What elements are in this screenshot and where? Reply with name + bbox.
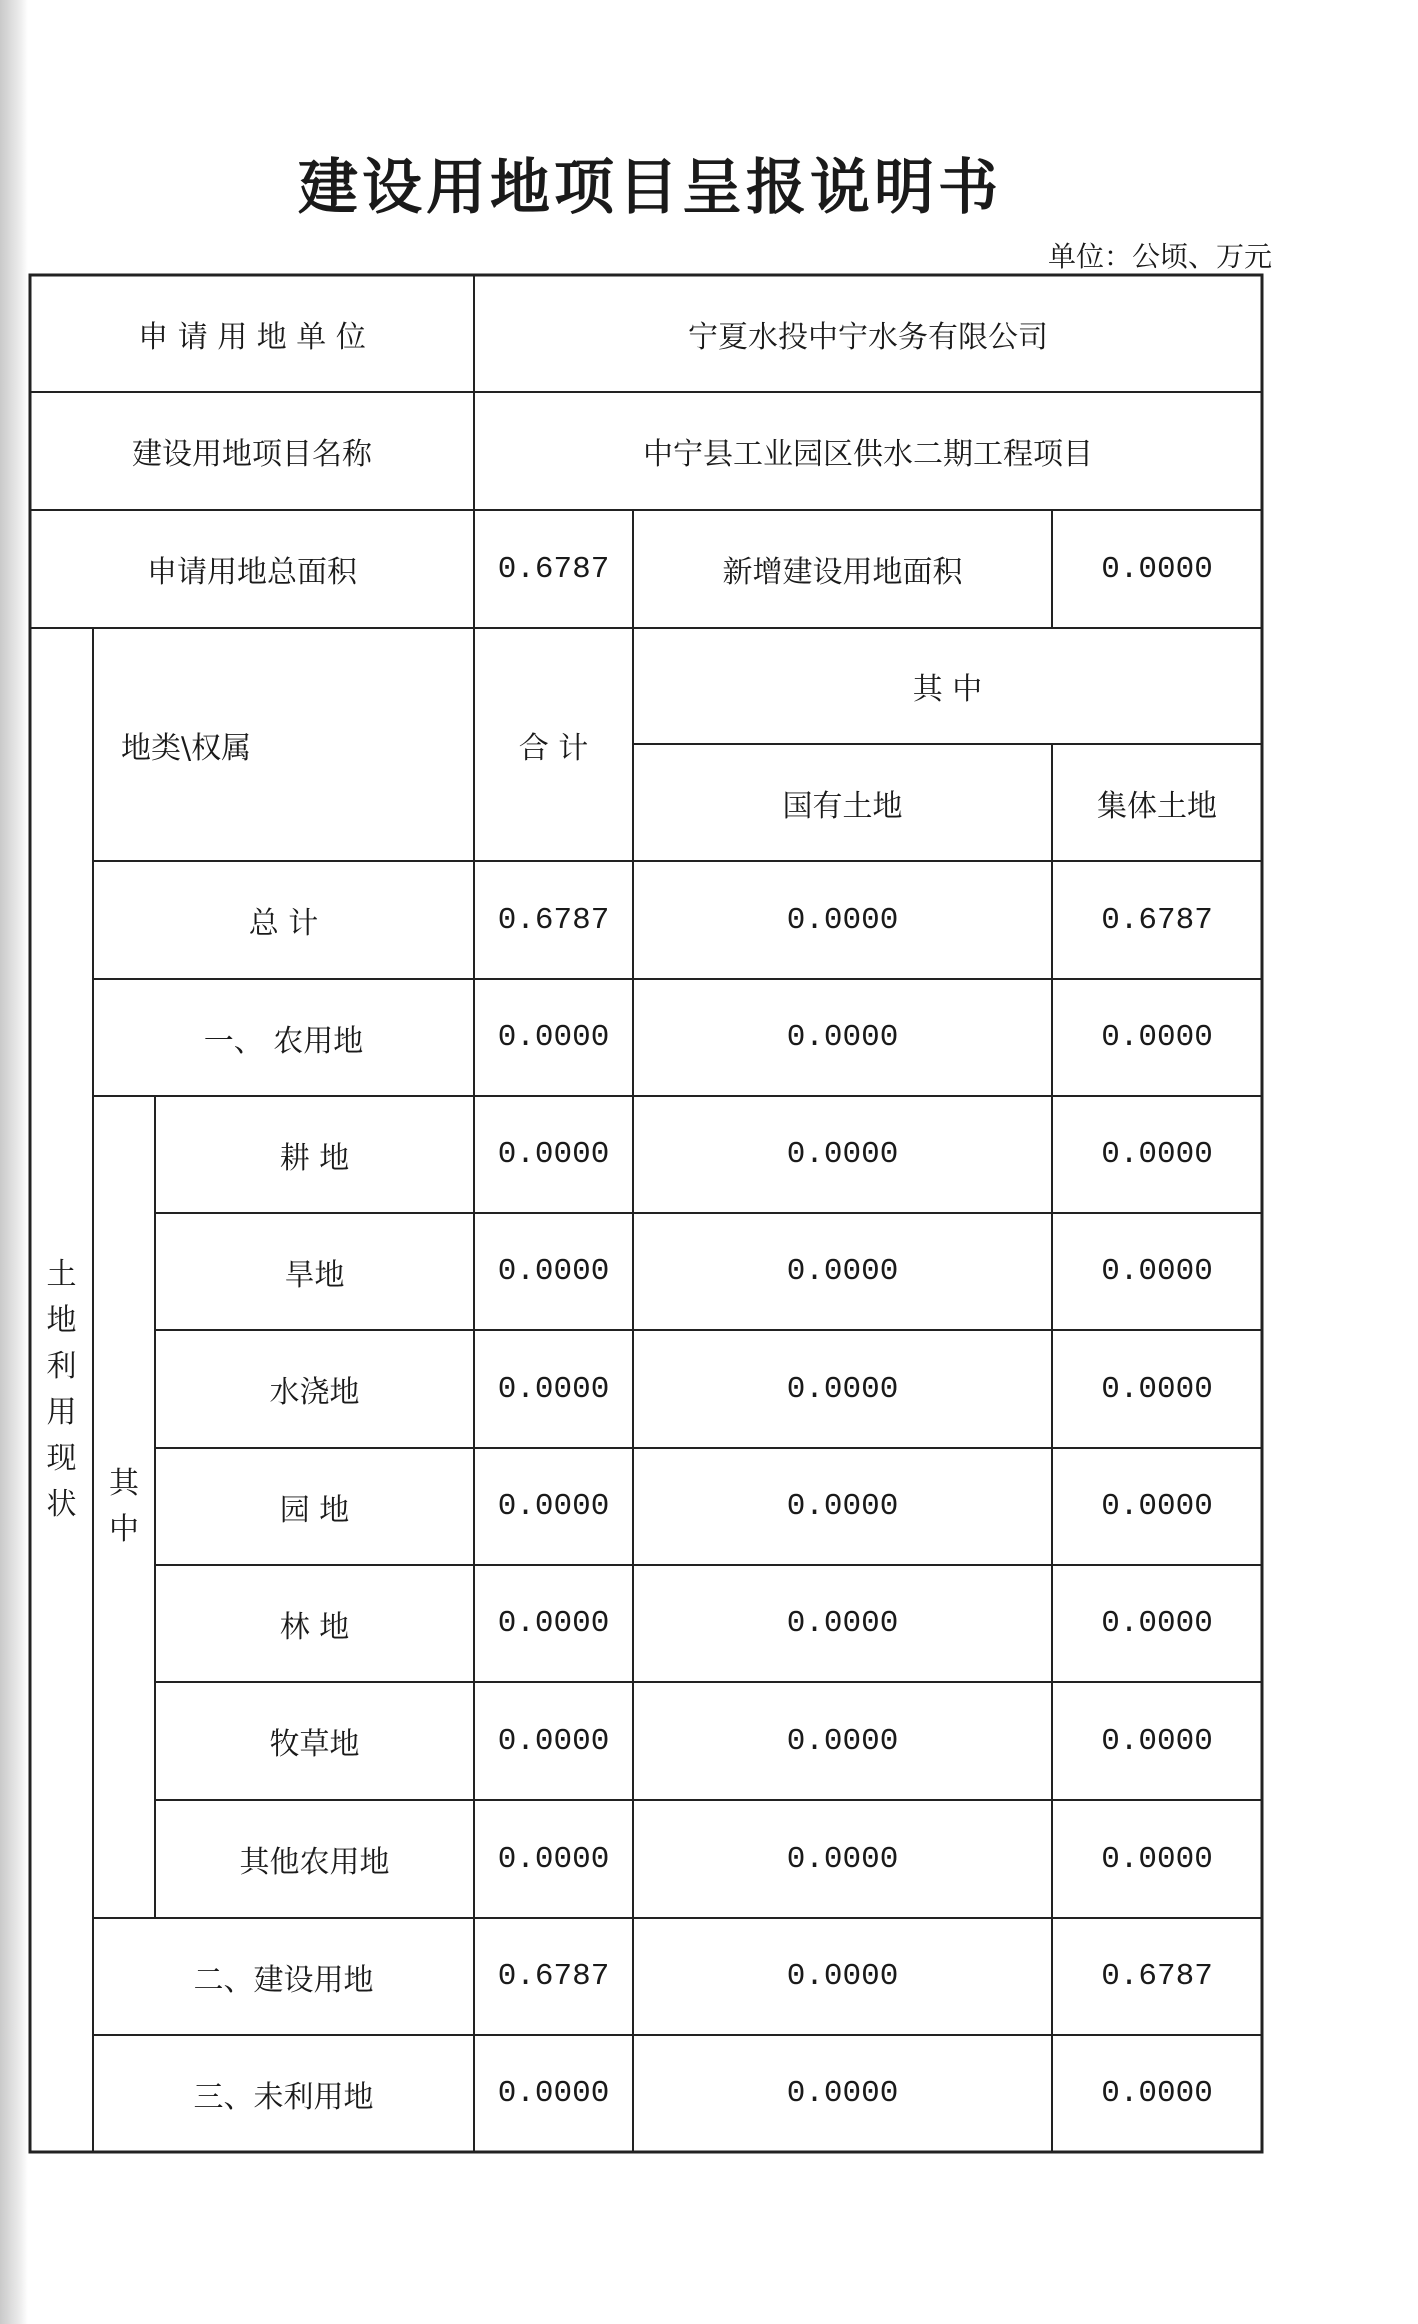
row-collective: 0.0000 (1101, 1371, 1213, 1407)
row-total: 0.0000 (497, 1137, 610, 1172)
row-label: 二、建设用地 (193, 1962, 374, 1998)
sub-char: 中 (109, 1512, 139, 1547)
row-label: 园 地 (279, 1492, 350, 1528)
row-label: 三、未利用地 (193, 2079, 374, 2115)
page-title: 建设用地项目呈报说明书 (298, 153, 1002, 223)
header-collective-land: 集体土地 (1097, 788, 1217, 824)
row-collective: 0.6787 (1101, 902, 1213, 938)
side-char: 土 (46, 1257, 77, 1292)
row-state: 0.0000 (786, 1371, 899, 1407)
row-label: 总 计 (248, 906, 319, 941)
row-collective: 0.6787 (1101, 1959, 1213, 1994)
row-total: 0.0000 (497, 1723, 610, 1759)
row-collective: 0.0000 (1101, 1606, 1213, 1641)
project-name-label: 建设用地项目名称 (132, 437, 372, 472)
header-category: 地类\权属 (121, 730, 252, 766)
row-label: 其他农用地 (239, 1845, 390, 1880)
row-label: 水浇地 (269, 1375, 360, 1410)
row-label: 牧草地 (269, 1727, 360, 1762)
row-label: 林 地 (279, 1609, 350, 1645)
row-state: 0.0000 (786, 1959, 899, 1994)
side-char: 地 (46, 1303, 77, 1338)
row-state: 0.0000 (786, 1020, 899, 1055)
side-char: 状 (46, 1487, 77, 1522)
sub-char: 其 (109, 1466, 139, 1501)
row-total: 0.0000 (497, 1020, 610, 1055)
side-char: 利 (46, 1349, 77, 1384)
header-total: 合 计 (518, 730, 589, 766)
new-area-label: 新增建设用地面积 (722, 555, 963, 590)
row-total: 0.0000 (497, 1489, 610, 1524)
row-total: 0.0000 (497, 1841, 610, 1877)
row-state: 0.0000 (786, 1489, 899, 1524)
row-collective: 0.0000 (1101, 1020, 1213, 1055)
row-label: 一、 农用地 (203, 1023, 364, 1059)
row-total: 0.0000 (497, 1254, 610, 1289)
header-of-which: 其 中 (912, 672, 983, 707)
row-total: 0.0000 (497, 1606, 610, 1641)
row-total: 0.0000 (497, 2076, 610, 2111)
of-which-side-label (93, 1096, 155, 1918)
project-name-value: 中宁县工业园区供水二期工程项目 (643, 437, 1093, 472)
unit-note: 单位：公顷、万元 (1047, 240, 1272, 273)
total-area-value: 0.6787 (497, 551, 610, 587)
side-char: 用 (46, 1395, 77, 1430)
row-collective: 0.0000 (1101, 1137, 1213, 1172)
row-collective: 0.0000 (1101, 1254, 1213, 1289)
row-state: 0.0000 (786, 1723, 899, 1759)
row-total: 0.6787 (497, 1959, 610, 1994)
applicant-value: 宁夏水投中宁水务有限公司 (688, 319, 1048, 355)
row-total: 0.6787 (497, 902, 610, 938)
applicant-label: 申 请 用 地 单 位 (138, 319, 366, 355)
new-area-value: 0.0000 (1101, 551, 1213, 587)
side-char: 现 (46, 1441, 77, 1476)
row-collective: 0.0000 (1101, 1489, 1213, 1524)
row-total: 0.0000 (497, 1371, 610, 1407)
row-state: 0.0000 (786, 1841, 899, 1877)
row-label: 耕 地 (279, 1140, 350, 1176)
row-state: 0.0000 (786, 1606, 899, 1641)
row-collective: 0.0000 (1101, 1723, 1213, 1759)
header-state-land: 国有土地 (782, 788, 903, 824)
row-state: 0.0000 (786, 2076, 899, 2111)
row-state: 0.0000 (786, 902, 899, 938)
row-label: 旱地 (284, 1257, 345, 1293)
row-state: 0.0000 (786, 1254, 899, 1289)
total-area-label: 申请用地总面积 (147, 555, 357, 590)
row-collective: 0.0000 (1101, 2076, 1213, 2111)
land-use-side-label (30, 628, 93, 2152)
row-collective: 0.0000 (1101, 1841, 1213, 1877)
row-state: 0.0000 (786, 1137, 899, 1172)
